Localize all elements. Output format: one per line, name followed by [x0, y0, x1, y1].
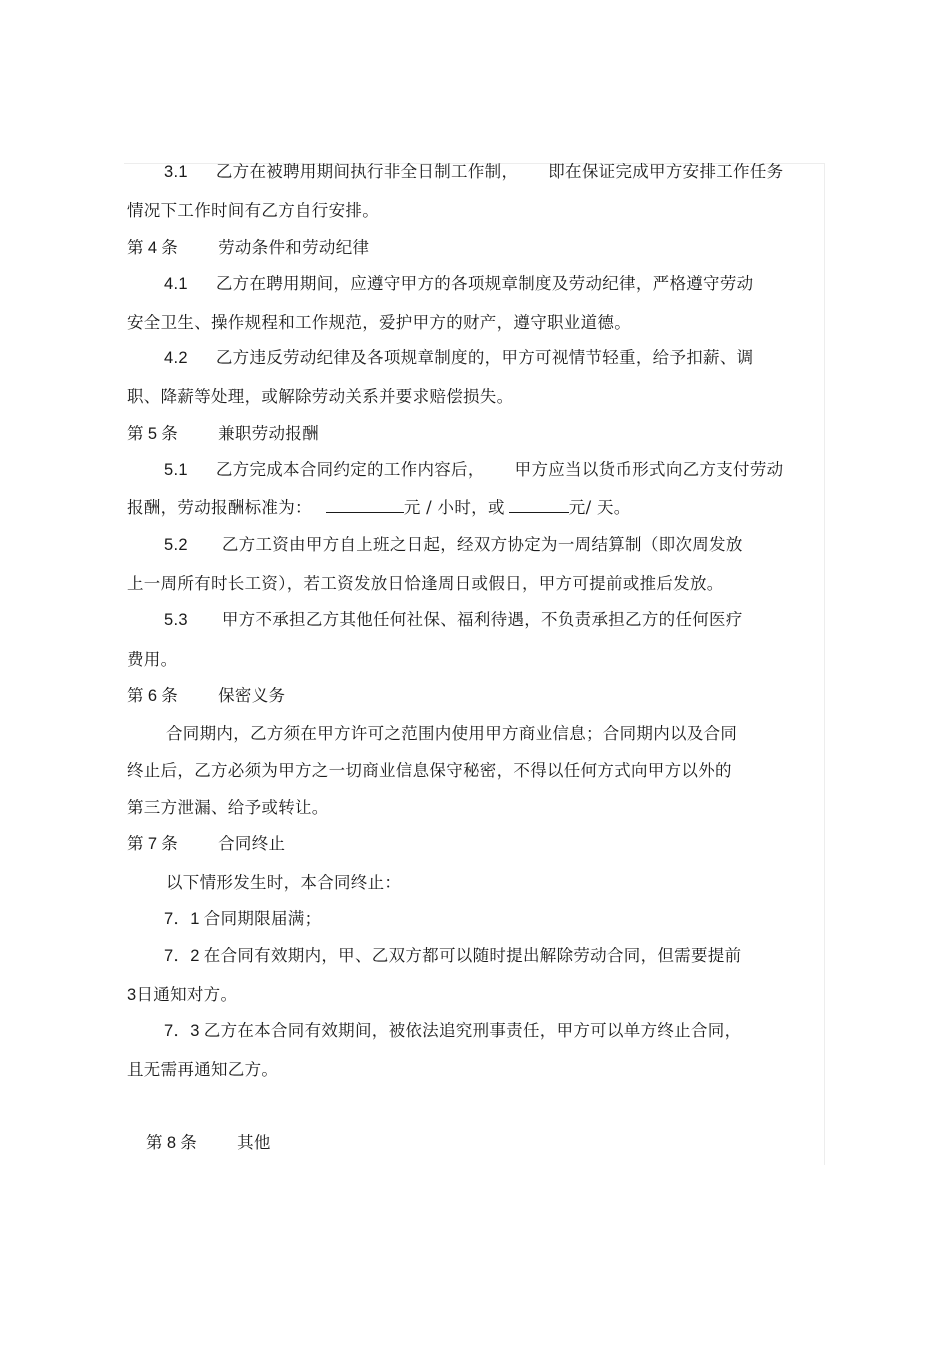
- clause-number: 5.1: [164, 461, 188, 479]
- article-title: 其他: [237, 1133, 271, 1152]
- clause-7-1: [164, 909, 321, 929]
- clause-3-1-line-1: [164, 162, 783, 182]
- clause-text: 日通知对方。: [136, 985, 238, 1004]
- article-label: 第: [146, 1133, 163, 1152]
- article-6-line-3: 第三方泄漏、给予或转让。: [127, 798, 329, 817]
- article-label: 第: [127, 834, 144, 853]
- article-number: 4: [147, 239, 158, 257]
- clause-text: 乙方在本合同有效期间，被依法追究刑事责任，甲方可以单方终止合同，: [203, 1021, 742, 1040]
- clause-4-2-line-1: [164, 348, 753, 368]
- clause-text: 乙方在聘用期间，应遵守甲方的各项规章制度及劳动纪律，严格遵守劳动: [215, 274, 754, 293]
- article-label: 条: [161, 686, 179, 705]
- clause-5-2-line-1: [164, 535, 743, 555]
- clause-text: 乙方违反劳动纪律及各项规章制度的，甲方可视情节轻重，给予扣薪、调: [215, 348, 754, 367]
- clause-4-1-line-1: [164, 274, 753, 294]
- article-label: 条: [180, 1133, 198, 1152]
- clause-5-1-line-2: [127, 497, 631, 518]
- clause-text: 元 / 小时，或: [403, 498, 505, 517]
- clause-number: 7．2: [164, 947, 200, 965]
- clause-5-3-line-1: [164, 610, 743, 630]
- article-number: 5: [147, 425, 158, 443]
- clause-text: 甲方不承担乙方其他任何社保、福利待遇，不负责承担乙方的任何医疗: [221, 610, 743, 629]
- clause-number: 5.3: [164, 611, 188, 629]
- article-title: 劳动条件和劳动纪律: [218, 238, 370, 257]
- clause-number: 4.1: [164, 275, 188, 293]
- clause-text: 在合同有效期内，甲、乙双方都可以随时提出解除劳动合同，但需要提前: [203, 946, 742, 965]
- article-title: 合同终止: [218, 834, 286, 853]
- article-label: 第: [127, 686, 144, 705]
- article-6-heading: [127, 686, 285, 706]
- article-number: 8: [166, 1134, 177, 1152]
- article-title: 兼职劳动报酬: [218, 424, 319, 443]
- notice-days-number: 3: [127, 986, 137, 1004]
- clause-number: 3.1: [164, 163, 188, 181]
- article-label: 条: [161, 834, 179, 853]
- clause-5-2-line-2: 上一周所有时长工资），若工资发放日恰逢周日或假日，甲方可提前或推后发放。: [127, 574, 724, 593]
- article-number: 7: [147, 835, 158, 853]
- clause-7-2-line-2: [127, 985, 237, 1005]
- clause-text: 报酬，劳动报酬标准为：: [127, 498, 312, 517]
- clause-text: 即在保证完成甲方安排工作任务: [548, 162, 784, 181]
- clause-4-2-line-2: 职、降薪等处理，或解除劳动关系并要求赔偿损失。: [127, 387, 514, 406]
- article-number: 6: [147, 687, 158, 705]
- clause-text: 元/ 天。: [568, 498, 631, 517]
- article-label: 第: [127, 424, 144, 443]
- clause-text: 乙方工资由甲方自上班之日起，经双方协定为一周结算制（即次周发放: [221, 535, 743, 554]
- article-8-heading: [146, 1133, 271, 1153]
- clause-number: 5.2: [164, 536, 188, 554]
- clause-number: 7．1: [164, 910, 200, 928]
- article-label: 条: [161, 238, 179, 257]
- clause-5-3-line-2: 费用。: [127, 650, 178, 669]
- hourly-rate-blank: [326, 497, 404, 513]
- clause-4-1-line-2: 安全卫生、操作规程和工作规范，爱护甲方的财产，遵守职业道德。: [127, 313, 631, 332]
- clause-number: 4.2: [164, 349, 188, 367]
- article-7-heading: [127, 834, 285, 854]
- clause-text: 乙方在被聘用期间执行非全日制工作制，: [215, 162, 519, 181]
- page-frame-right-line: [824, 163, 825, 1165]
- clause-number: 7．3: [164, 1022, 200, 1040]
- article-label: 第: [127, 238, 144, 257]
- clause-3-1-line-2: 情况下工作时间有乙方自行安排。: [127, 201, 379, 220]
- article-title: 保密义务: [218, 686, 286, 705]
- clause-text: 甲方应当以货币形式向乙方支付劳动: [514, 460, 784, 479]
- clause-7-2-line-1: [164, 946, 741, 966]
- clause-7-3-line-2: 且无需再通知乙方。: [127, 1060, 279, 1079]
- article-5-heading: [127, 424, 319, 444]
- article-6-line-1: 合同期内，乙方须在甲方许可之范围内使用甲方商业信息；合同期内以及合同: [166, 724, 738, 743]
- article-6-line-2: 终止后，乙方必须为甲方之一切商业信息保守秘密，不得以任何方式向甲方以外的: [127, 761, 732, 780]
- article-7-intro: 以下情形发生时，本合同终止：: [166, 873, 402, 892]
- clause-7-3-line-1: [164, 1021, 741, 1041]
- article-label: 条: [161, 424, 179, 443]
- article-4-heading: [127, 238, 369, 258]
- daily-rate-blank: [509, 497, 569, 513]
- clause-text: 乙方完成本合同约定的工作内容后，: [215, 460, 485, 479]
- clause-text: 合同期限届满；: [203, 909, 322, 928]
- clause-5-1-line-1: [164, 460, 783, 480]
